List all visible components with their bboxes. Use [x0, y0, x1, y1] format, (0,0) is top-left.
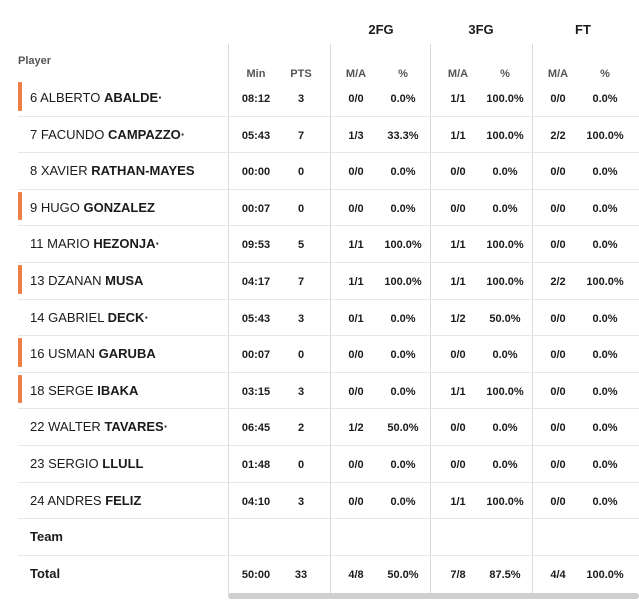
cell-3fg-pct: 50.0%	[489, 312, 521, 325]
cell-2fg-pct: 50.0%	[387, 568, 419, 581]
cell-2fg-pct: 100.0%	[384, 276, 422, 288]
cell-ft-pct: 0.0%	[592, 459, 618, 471]
player-first-name: SERGE	[48, 382, 94, 398]
cell-min: 03:15	[241, 385, 271, 398]
cell-ft-pct: 0.0%	[592, 312, 618, 325]
cell-2fg-ma: 0/0	[348, 385, 364, 398]
total-label: Total	[30, 565, 61, 581]
cell-min: 00:07	[241, 202, 271, 215]
player-last-name: ABALDE	[103, 90, 159, 105]
player-name[interactable]	[30, 419, 168, 434]
cell-3fg-pct: 100.0%	[486, 385, 524, 398]
cell-2fg-ma: 0/1	[348, 312, 364, 325]
player-dot: ·	[163, 419, 169, 435]
column-header-pts[interactable]: PTS	[290, 68, 312, 80]
player-last-name: TAVARES	[104, 419, 164, 435]
cell-3fg-ma: 1/1	[450, 93, 466, 105]
player-first-name: XAVIER	[40, 163, 88, 179]
cell-3fg-ma: 1/1	[450, 239, 466, 252]
cell-2fg-ma: 1/1	[348, 239, 364, 252]
cell-2fg-pct: 0.0%	[390, 166, 416, 179]
cell-2fg-ma: 0/0	[348, 495, 364, 508]
cell-min: 50:00	[241, 568, 271, 581]
cell-ft-ma: 0/0	[550, 422, 566, 435]
cell-ft-pct: 0.0%	[592, 349, 618, 362]
cell-ft-pct: 100.0%	[586, 129, 624, 142]
cell-pts: 33	[294, 568, 308, 581]
player-dot: ·	[155, 236, 160, 252]
cell-3fg-ma: 7/8	[450, 568, 466, 581]
cell-2fg-pct: 0.0%	[390, 349, 416, 362]
cell-pts: 0	[297, 166, 305, 179]
column-header-2fg-pct[interactable]: %	[398, 68, 408, 80]
cell-3fg-ma: 0/0	[450, 202, 466, 215]
cell-3fg-ma: 1/1	[450, 495, 466, 508]
player-name[interactable]	[30, 127, 185, 142]
player-name[interactable]	[30, 273, 143, 288]
starter-marker	[18, 338, 22, 367]
table-row[interactable]	[18, 263, 639, 300]
column-header-ft-ma[interactable]: M/A	[547, 68, 569, 80]
player-first-name: WALTER	[48, 419, 101, 435]
cell-2fg-pct: 0.0%	[390, 202, 416, 215]
cell-pts: 5	[297, 239, 305, 252]
cell-2fg-ma: 0/0	[348, 166, 364, 179]
cell-min: 04:10	[241, 495, 271, 508]
player-number: 8	[30, 163, 38, 179]
team-row	[18, 519, 639, 556]
cell-min: 09:53	[241, 239, 271, 252]
table-row[interactable]	[18, 226, 639, 263]
player-last-name: RATHAN-MAYES	[91, 163, 195, 179]
cell-2fg-ma: 0/0	[348, 349, 364, 362]
cell-2fg-pct: 0.0%	[390, 495, 416, 508]
cell-ft-pct: 0.0%	[592, 93, 618, 105]
player-first-name: MARIO	[47, 236, 90, 252]
starter-marker	[18, 265, 22, 294]
cell-ft-ma: 0/0	[550, 312, 566, 325]
player-first-name: GABRIEL	[48, 309, 104, 325]
cell-2fg-pct: 0.0%	[390, 93, 416, 105]
cell-2fg-ma: 0/0	[348, 93, 364, 105]
table-row[interactable]	[18, 153, 639, 190]
cell-2fg-pct: 0.0%	[390, 385, 416, 398]
cell-ft-pct: 0.0%	[592, 385, 618, 398]
cell-pts: 0	[297, 202, 305, 215]
cell-3fg-pct: 100.0%	[486, 276, 524, 288]
cell-min: 08:12	[241, 93, 271, 105]
cell-2fg-ma: 1/3	[348, 129, 364, 142]
cell-3fg-pct: 100.0%	[486, 93, 524, 105]
player-number: 11	[30, 236, 44, 252]
table-row[interactable]	[18, 409, 639, 446]
player-dot: ·	[144, 309, 149, 325]
cell-2fg-pct: 0.0%	[390, 459, 416, 471]
cell-ft-pct: 0.0%	[592, 239, 618, 252]
cell-pts: 3	[297, 385, 305, 398]
cell-pts: 7	[297, 276, 305, 288]
cell-ft-ma: 4/4	[550, 568, 566, 581]
player-last-name: DECK	[107, 309, 145, 325]
table-row[interactable]	[18, 373, 639, 410]
cell-ft-ma: 0/0	[550, 239, 566, 252]
cell-pts: 3	[297, 495, 305, 508]
cell-pts: 3	[297, 312, 305, 325]
cell-ft-ma: 0/0	[550, 93, 566, 105]
cell-min: 04:17	[241, 276, 271, 288]
total-row	[18, 556, 639, 592]
player-first-name: USMAN	[48, 346, 96, 362]
player-first-name: ALBERTO	[40, 90, 101, 105]
cell-ft-pct: 100.0%	[586, 276, 624, 288]
column-header-2fg-ma[interactable]: M/A	[345, 68, 367, 80]
player-number: 23	[30, 456, 45, 471]
player-first-name: HUGO	[40, 199, 80, 215]
cell-min: 05:43	[241, 312, 271, 325]
cell-3fg-ma: 0/0	[450, 349, 466, 362]
cell-2fg-ma: 1/1	[348, 276, 364, 288]
cell-3fg-pct: 100.0%	[486, 495, 524, 508]
cell-2fg-ma: 1/2	[348, 422, 364, 435]
table-row[interactable]	[18, 80, 639, 117]
player-first-name: FACUNDO	[40, 126, 105, 142]
cell-3fg-pct: 0.0%	[492, 349, 518, 362]
cell-3fg-ma: 1/1	[450, 129, 466, 142]
player-number: 18	[30, 382, 45, 398]
cell-pts: 7	[297, 129, 305, 142]
player-last-name: IBAKA	[97, 382, 139, 398]
column-header-ft-pct[interactable]: %	[600, 68, 610, 80]
cell-ft-ma: 0/0	[550, 459, 566, 471]
cell-2fg-pct: 50.0%	[387, 422, 419, 435]
cell-min: 00:00	[241, 166, 271, 179]
player-first-name: DZANAN	[48, 273, 102, 288]
player-number: 24	[30, 492, 45, 508]
player-number: 22	[30, 419, 45, 435]
cell-3fg-ma: 0/0	[450, 459, 466, 471]
player-number: 14	[30, 309, 45, 325]
player-number: 9	[30, 199, 38, 215]
player-name[interactable]	[30, 493, 141, 508]
horizontal-scrollbar[interactable]	[228, 593, 639, 599]
player-dot: ·	[180, 126, 186, 142]
player-last-name: LLULL	[102, 456, 144, 471]
cell-2fg-ma: 0/0	[348, 459, 364, 471]
group-header-3fg[interactable]: 3FG	[468, 22, 494, 37]
player-last-name: FELIZ	[105, 492, 142, 508]
player-name[interactable]	[30, 90, 163, 105]
player-name[interactable]	[30, 163, 195, 178]
cell-3fg-pct: 87.5%	[489, 568, 521, 581]
player-number: 7	[30, 126, 38, 142]
player-name[interactable]	[30, 310, 149, 325]
starter-marker	[18, 375, 22, 404]
table-row[interactable]	[18, 446, 639, 483]
cell-min: 06:45	[241, 422, 271, 435]
cell-3fg-pct: 0.0%	[492, 459, 518, 471]
cell-ft-pct: 100.0%	[586, 568, 624, 581]
cell-2fg-pct: 0.0%	[390, 312, 416, 325]
player-name[interactable]	[30, 236, 160, 251]
cell-ft-pct: 0.0%	[592, 422, 618, 435]
cell-3fg-ma: 1/1	[450, 385, 466, 398]
cell-3fg-pct: 0.0%	[492, 202, 518, 215]
player-number: 6	[30, 90, 38, 105]
player-name[interactable]	[30, 456, 143, 471]
cell-min: 00:07	[241, 349, 271, 362]
cell-pts: 0	[297, 459, 305, 471]
table-row[interactable]	[18, 300, 639, 337]
player-last-name: GARUBA	[98, 346, 156, 362]
cell-2fg-pct: 33.3%	[387, 129, 419, 142]
cell-min: 01:48	[241, 459, 271, 471]
player-last-name: MUSA	[105, 273, 144, 288]
table-row[interactable]	[18, 336, 639, 373]
cell-2fg-ma: 0/0	[348, 202, 364, 215]
cell-2fg-ma: 4/8	[348, 568, 364, 581]
column-header-3fg-ma[interactable]: M/A	[447, 68, 469, 80]
cell-min: 05:43	[241, 129, 271, 142]
cell-3fg-ma: 0/0	[450, 422, 466, 435]
player-name[interactable]	[30, 200, 155, 215]
cell-ft-pct: 0.0%	[592, 166, 618, 179]
cell-ft-pct: 0.0%	[592, 495, 618, 508]
player-first-name: SERGIO	[48, 456, 99, 471]
group-header-ft[interactable]: FT	[575, 22, 591, 37]
table-row[interactable]	[18, 483, 639, 520]
cell-3fg-pct: 0.0%	[492, 422, 518, 435]
cell-3fg-ma: 1/2	[450, 312, 466, 325]
cell-pts: 3	[297, 93, 305, 105]
player-dot: ·	[158, 90, 163, 105]
player-first-name: ANDRES	[47, 492, 102, 508]
cell-3fg-ma: 0/0	[450, 166, 466, 179]
cell-3fg-pct: 0.0%	[492, 166, 518, 179]
starter-marker	[18, 192, 22, 221]
cell-pts: 2	[297, 422, 305, 435]
starter-marker	[18, 82, 22, 111]
table-row[interactable]	[18, 117, 639, 154]
cell-ft-ma: 0/0	[550, 495, 566, 508]
player-number: 16	[30, 346, 45, 362]
player-name[interactable]	[30, 383, 138, 398]
cell-ft-ma: 2/2	[550, 276, 566, 288]
group-header-2fg[interactable]: 2FG	[368, 22, 394, 37]
cell-3fg-ma: 1/1	[450, 276, 466, 288]
cell-ft-ma: 0/0	[550, 202, 566, 215]
team-label: Team	[30, 529, 63, 545]
column-header-min[interactable]: Min	[246, 68, 266, 80]
table-row[interactable]	[18, 190, 639, 227]
player-last-name: HEZONJA	[93, 236, 156, 252]
cell-3fg-pct: 100.0%	[486, 239, 524, 252]
cell-pts: 0	[297, 349, 305, 362]
cell-2fg-pct: 100.0%	[384, 239, 422, 252]
cell-ft-pct: 0.0%	[592, 202, 618, 215]
player-last-name: GONZALEZ	[83, 199, 155, 215]
column-header-3fg-pct[interactable]: %	[500, 68, 510, 80]
column-header-player[interactable]: Player	[18, 55, 52, 67]
cell-ft-ma: 0/0	[550, 166, 566, 179]
cell-ft-ma: 0/0	[550, 385, 566, 398]
player-last-name: CAMPAZZO	[108, 126, 181, 142]
cell-ft-ma: 2/2	[550, 129, 566, 142]
player-number: 13	[30, 273, 45, 288]
cell-ft-ma: 0/0	[550, 349, 566, 362]
player-name[interactable]	[30, 346, 156, 361]
cell-3fg-pct: 100.0%	[486, 129, 524, 142]
